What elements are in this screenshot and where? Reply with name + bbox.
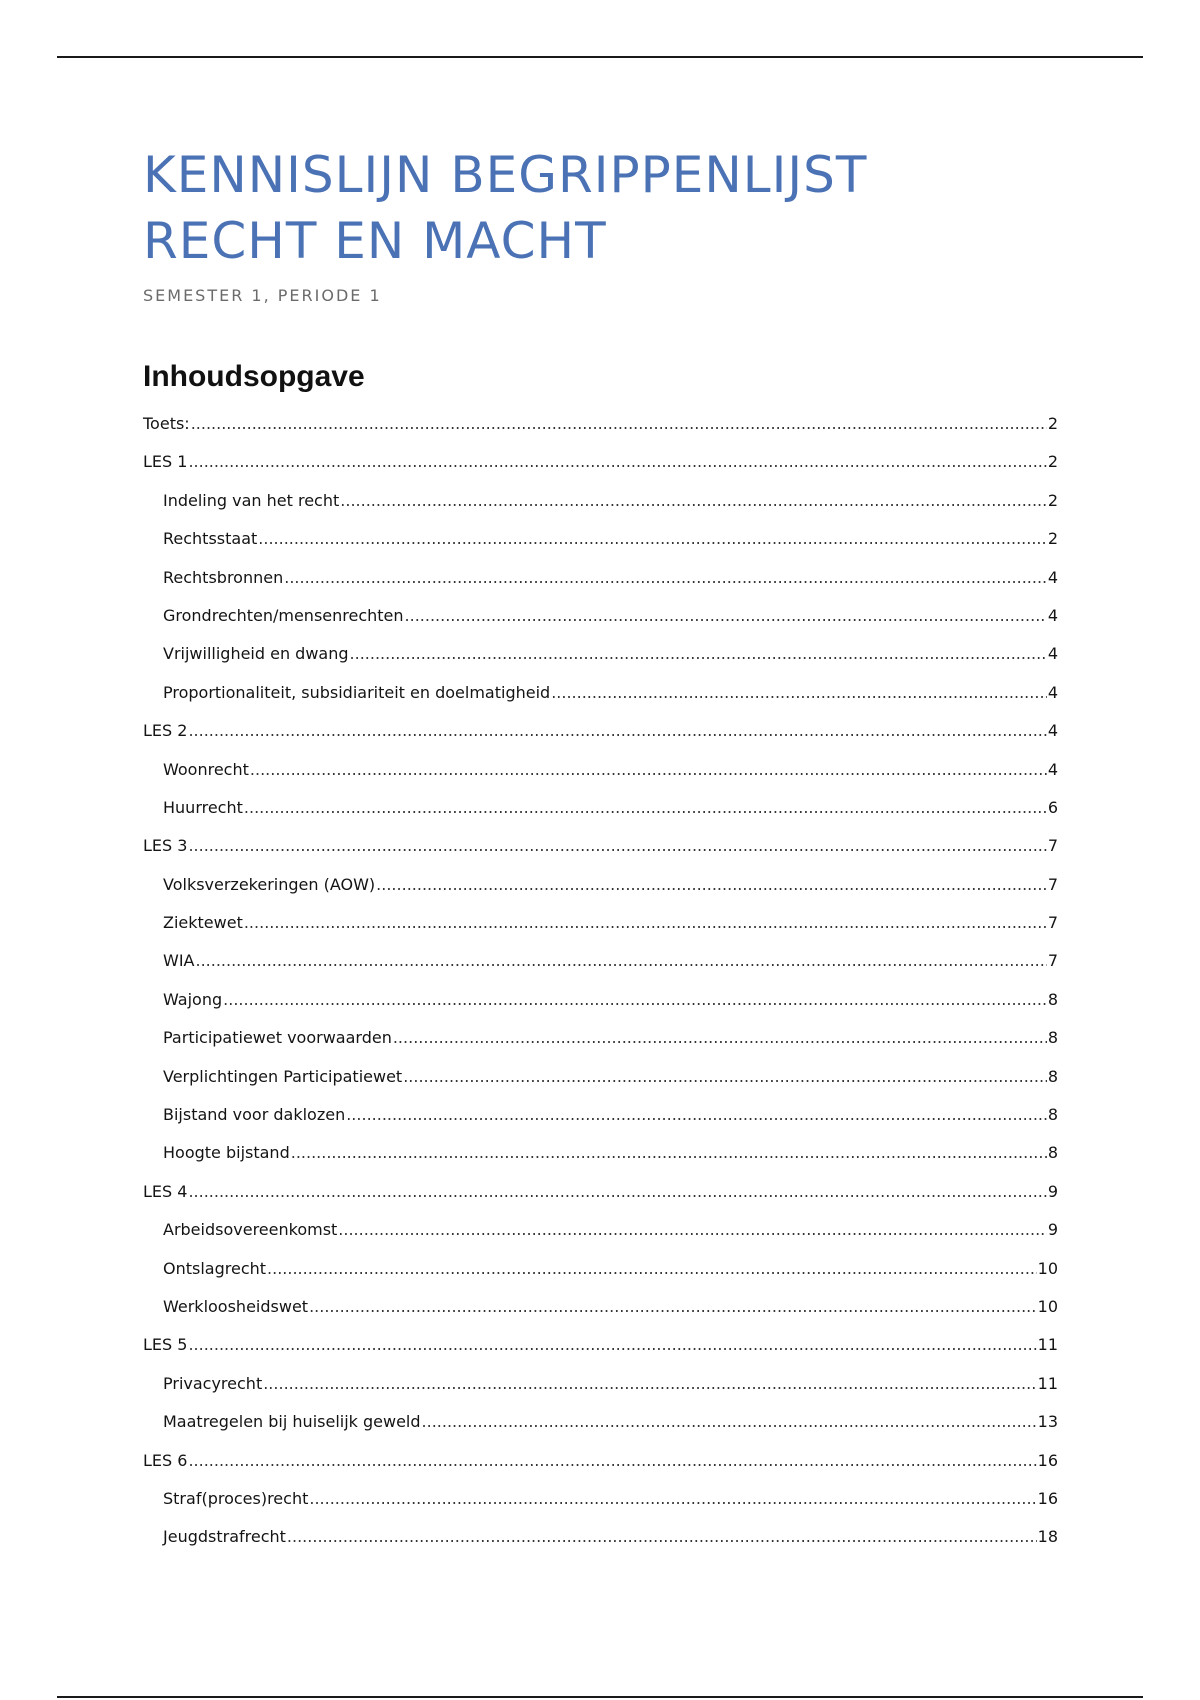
toc-entry-label: Grondrechten/mensenrechten (163, 605, 404, 625)
toc-dot-leader (188, 1451, 1036, 1470)
toc-entry-label: Ziektewet (163, 913, 243, 933)
toc-entry-label: Jeugdstrafrecht (163, 1527, 286, 1547)
toc-entry-label: Participatiewet voorwaarden (163, 1028, 392, 1048)
toc-dot-leader (376, 875, 1047, 894)
toc-entry-label: WIA (163, 951, 195, 971)
toc-entry[interactable] (143, 1489, 1058, 1527)
toc-entry-label: LES 2 (143, 721, 188, 741)
toc-entry-label: Toets: (143, 414, 190, 433)
table-of-contents (143, 414, 1058, 1566)
toc-dot-leader (188, 721, 1046, 740)
top-rule (57, 56, 1143, 58)
toc-dot-leader (188, 452, 1046, 471)
toc-entry-label: Arbeidsovereenkomst (163, 1220, 338, 1240)
toc-entry[interactable] (143, 1335, 1058, 1373)
toc-entry-label: Proportionaliteit, subsidiariteit en doelmatigheid (163, 682, 551, 702)
toc-entry-label: Volksverzekeringen (AOW) (163, 874, 376, 894)
toc-entry[interactable] (143, 491, 1058, 529)
toc-entry-page-number: 7 (1047, 951, 1058, 971)
toc-entry[interactable] (143, 1182, 1058, 1220)
toc-entry-label: Bijstand voor daklozen (163, 1105, 346, 1125)
toc-entry[interactable] (143, 1297, 1058, 1335)
toc-dot-leader (405, 606, 1047, 625)
toc-entry-page-number: 2 (1047, 529, 1058, 549)
toc-dot-leader (350, 644, 1047, 663)
toc-entry-page-number: 4 (1047, 759, 1058, 779)
toc-entry[interactable] (143, 452, 1058, 490)
toc-entry-label: Woonrecht (163, 759, 249, 779)
toc-dot-leader (309, 1297, 1037, 1316)
toc-entry[interactable] (143, 875, 1058, 913)
toc-entry[interactable] (143, 1259, 1058, 1297)
toc-entry[interactable] (143, 1067, 1058, 1105)
toc-entry-page-number: 10 (1037, 1258, 1058, 1278)
toc-entry-page-number: 10 (1037, 1296, 1058, 1316)
toc-entry-page-number: 2 (1047, 452, 1058, 472)
toc-entry[interactable] (143, 644, 1058, 682)
toc-entry[interactable] (143, 1105, 1058, 1143)
toc-entry-label: LES 5 (143, 1335, 188, 1355)
toc-entry-label: LES 6 (143, 1450, 188, 1470)
toc-entry[interactable] (143, 913, 1058, 951)
toc-entry[interactable] (143, 721, 1058, 759)
toc-entry[interactable] (143, 760, 1058, 798)
toc-entry-page-number: 11 (1037, 1373, 1058, 1393)
toc-entry[interactable] (143, 683, 1058, 721)
toc-entry-page-number: 8 (1047, 989, 1058, 1009)
toc-entry[interactable] (143, 990, 1058, 1028)
toc-entry-page-number: 16 (1037, 1450, 1058, 1470)
toc-entry[interactable] (143, 414, 1058, 452)
toc-entry[interactable] (143, 1374, 1058, 1412)
toc-dot-leader (188, 1182, 1046, 1201)
toc-dot-leader (223, 990, 1047, 1009)
toc-entry-label: Privacyrecht (163, 1373, 263, 1393)
toc-entry[interactable] (143, 836, 1058, 874)
toc-entry-page-number: 8 (1047, 1028, 1058, 1048)
toc-entry-page-number: 4 (1047, 721, 1058, 741)
toc-entry[interactable] (143, 568, 1058, 606)
toc-entry-page-number: 4 (1047, 644, 1058, 664)
toc-dot-leader (267, 1259, 1037, 1278)
toc-entry-page-number: 7 (1047, 874, 1058, 894)
toc-heading: Inhoudsopgave (143, 360, 365, 393)
toc-dot-leader (393, 1028, 1047, 1047)
toc-entry-page-number: 16 (1037, 1488, 1058, 1508)
toc-entry-page-number: 2 (1047, 490, 1058, 510)
toc-entry-label: LES 3 (143, 836, 188, 856)
toc-dot-leader (340, 491, 1047, 510)
toc-dot-leader (403, 1067, 1047, 1086)
toc-entry[interactable] (143, 1028, 1058, 1066)
toc-entry-page-number: 11 (1037, 1335, 1058, 1355)
toc-entry[interactable] (143, 606, 1058, 644)
toc-dot-leader (244, 798, 1047, 817)
toc-entry[interactable] (143, 1412, 1058, 1450)
toc-dot-leader (188, 1335, 1036, 1354)
toc-entry-page-number: 4 (1047, 605, 1058, 625)
toc-entry-label: LES 1 (143, 452, 188, 472)
toc-entry[interactable] (143, 1220, 1058, 1258)
toc-entry[interactable] (143, 1143, 1058, 1181)
document-title (143, 142, 867, 274)
toc-entry-label: Ontslagrecht (163, 1258, 267, 1278)
toc-entry-page-number: 2 (1047, 414, 1058, 433)
toc-entry[interactable] (143, 1451, 1058, 1489)
toc-entry-page-number: 8 (1047, 1066, 1058, 1086)
toc-dot-leader (258, 529, 1047, 548)
toc-entry-label: Wajong (163, 989, 223, 1009)
toc-dot-leader (250, 760, 1047, 779)
toc-entry-label: Rechtsbronnen (163, 567, 284, 587)
bottom-rule (57, 1696, 1143, 1698)
toc-entry-page-number: 8 (1047, 1105, 1058, 1125)
toc-entry[interactable] (143, 529, 1058, 567)
toc-dot-leader (291, 1143, 1047, 1162)
toc-dot-leader (287, 1527, 1037, 1546)
toc-entry-label: Indeling van het recht (163, 490, 340, 510)
toc-dot-leader (422, 1412, 1037, 1431)
toc-entry-label: Werkloosheidswet (163, 1296, 309, 1316)
toc-dot-leader (551, 683, 1047, 702)
toc-dot-leader (191, 414, 1047, 433)
toc-dot-leader (244, 913, 1047, 932)
toc-entry-page-number: 13 (1037, 1412, 1058, 1432)
toc-entry-page-number: 18 (1037, 1527, 1058, 1547)
toc-dot-leader (195, 951, 1046, 970)
toc-entry-page-number: 9 (1047, 1220, 1058, 1240)
toc-entry-page-number: 4 (1047, 682, 1058, 702)
toc-dot-leader (346, 1105, 1047, 1124)
toc-entry-label: Straf(proces)recht (163, 1488, 309, 1508)
toc-entry-page-number: 9 (1047, 1181, 1058, 1201)
toc-entry[interactable] (143, 1527, 1058, 1565)
title-line-2: RECHT EN MACHT (143, 212, 607, 270)
toc-entry-page-number: 4 (1047, 567, 1058, 587)
toc-dot-leader (263, 1374, 1036, 1393)
toc-entry-label: Vrijwilligheid en dwang (163, 644, 349, 664)
toc-entry[interactable] (143, 798, 1058, 836)
toc-entry[interactable] (143, 951, 1058, 989)
toc-entry-label: Rechtsstaat (163, 529, 258, 549)
toc-entry-label: Maatregelen bij huiselijk geweld (163, 1412, 421, 1432)
toc-entry-page-number: 6 (1047, 797, 1058, 817)
toc-entry-label: Verplichtingen Participatiewet (163, 1066, 403, 1086)
toc-dot-leader (309, 1489, 1036, 1508)
document-subtitle: SEMESTER 1, PERIODE 1 (143, 286, 382, 305)
toc-entry-label: Huurrecht (163, 797, 243, 817)
toc-dot-leader (188, 836, 1046, 855)
toc-entry-page-number: 7 (1047, 913, 1058, 933)
toc-dot-leader (338, 1220, 1047, 1239)
toc-entry-page-number: 7 (1047, 836, 1058, 856)
toc-dot-leader (284, 568, 1047, 587)
title-line-1: KENNISLIJN BEGRIPPENLIJST (143, 146, 868, 204)
toc-entry-page-number: 8 (1047, 1143, 1058, 1163)
toc-entry-label: LES 4 (143, 1181, 188, 1201)
toc-entry-label: Hoogte bijstand (163, 1143, 290, 1163)
